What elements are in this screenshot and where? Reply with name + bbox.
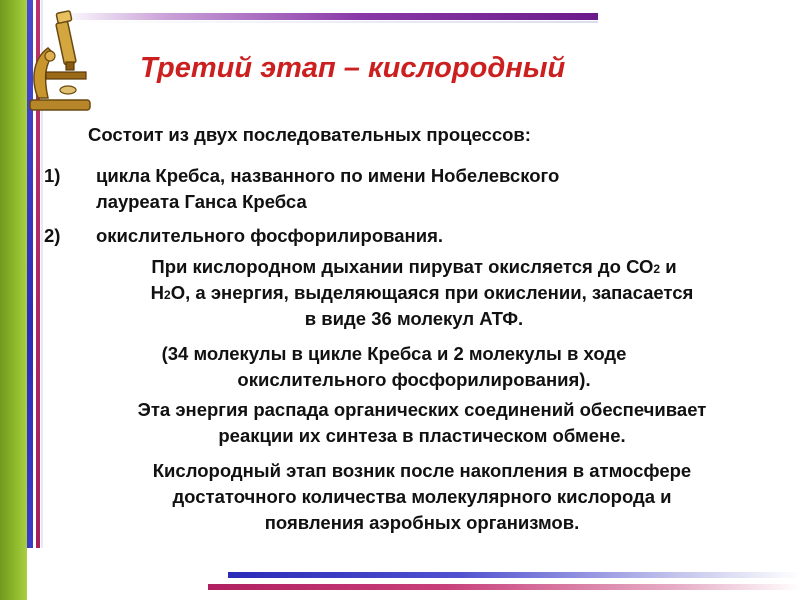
subscript: 2 [653,262,661,276]
intro-text: Состоит из двух последовательных процессов: [88,124,531,145]
paragraph-line [44,254,784,282]
list-item-text-continuation: лауреата Ганса Кребса [96,191,307,212]
paragraph-text: При кислородном дыхании пируват окисляется до СО [151,256,654,277]
list-item-number: 2) [44,225,61,246]
paragraph-line: Кислородный этап возник после накопления в атмосфере [152,460,692,481]
paragraph-line: в виде 36 молекул АТФ. [304,308,524,329]
paragraph-line: появления аэробных организмов. [264,512,580,533]
list-item-number: 1) [44,165,61,186]
paragraph-text: Н [150,282,165,303]
paragraph-text: и [660,256,677,277]
top-decorative-bar [60,13,598,20]
paragraph-line: достаточного количества молекулярного кислорода и [172,486,672,507]
bottom-decorative-bar-blue [228,572,800,578]
paragraph-line: окислительного фосфорилирования). [237,369,591,390]
top-decorative-bar-highlight [70,21,598,23]
paragraph-line: (34 молекулы в цикле Кребса и 2 молекулы в ходе [161,343,627,364]
sidebar-green-band [0,0,27,600]
paragraph-text: О, а энергия, выделяющаяся при окислении, запасается [170,282,694,303]
microscope-icon [24,8,98,114]
paragraph-line: Эта энергия распада органических соединений обеспечивает [137,399,707,420]
bottom-decorative-bar-red [208,584,800,590]
paragraph-line [44,280,800,308]
subscript: 2 [164,288,171,302]
paragraph-line: реакции их синтеза в пластическом обмене. [218,425,626,446]
list-item-text: окислительного фосфорилирования. [96,225,444,246]
list-item-text: цикла Кребса, названного по имени Нобелевского [96,165,560,186]
slide-title: Третий этап – кислородный [140,52,566,84]
